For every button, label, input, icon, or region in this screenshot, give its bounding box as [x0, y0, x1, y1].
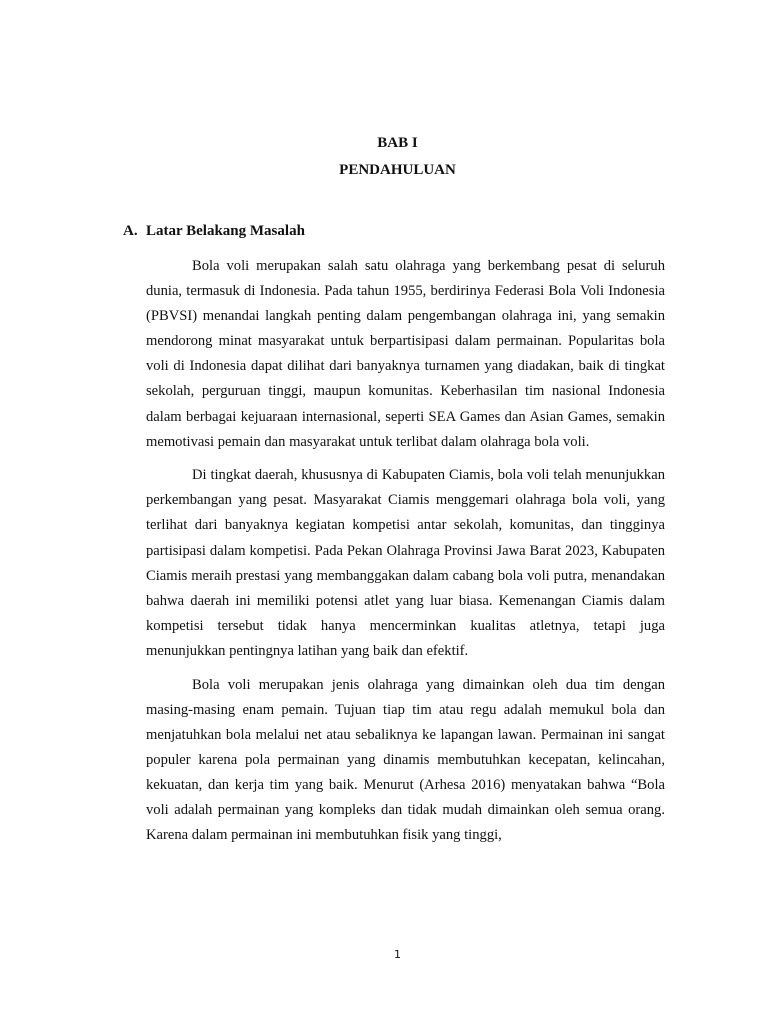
section-marker: A. — [123, 223, 138, 239]
chapter-title: PENDAHULUAN — [339, 162, 456, 178]
section-title: Latar Belakang Masalah — [146, 223, 305, 239]
section-heading — [123, 221, 305, 241]
paragraph-1: Bola voli merupakan salah satu olahraga yang berkembang pesat di seluruh dunia, termasuk di Indonesia. Pada tahun 1955, berdirinya Federasi Bola Voli Indonesia (PBVSI) menandai langkah penting dalam pengembangan olahraga ini, yang semakin mendorong minat masyarakat untuk berpartisipasi dalam permainan. Popularitas bola voli di Indonesia dapat dilihat dari banyaknya turnamen yang diadakan, baik di tingkat sekolah, perguruan tinggi, maupun komunitas. Keberhasilan tim nasional Indonesia dalam berbagai kejuaraan internasional, seperti SEA Games dan Asian Games, semakin memotivasi pemain dan masyarakat untuk terlibat dalam olahraga bola voli. — [146, 258, 665, 450]
body-text — [146, 254, 665, 857]
page-number: 1 — [394, 948, 401, 961]
chapter-label: BAB I — [377, 135, 418, 151]
paragraph-2: Di tingkat daerah, khususnya di Kabupaten Ciamis, bola voli telah menunjukkan perkembangan yang pesat. Masyarakat Ciamis menggemari olahraga bola voli, yang terlihat dari banyaknya kegiatan kompetisi antar sekolah, komunitas, dan tingginya partisipasi dalam kompetisi. Pada Pekan Olahraga Provinsi Jawa Barat 2023, Kabupaten Ciamis meraih prestasi yang membanggakan dalam cabang bola voli putra, menandakan bahwa daerah ini memiliki potensi atlet yang luar biasa. Kemenangan Ciamis dalam kompetisi tersebut tidak hanya mencerminkan kualitas atletnya, tetapi juga menunjukkan pentingnya latihan yang baik dan efektif. — [146, 467, 665, 659]
paragraph-3: Bola voli merupakan jenis olahraga yang dimainkan oleh dua tim dengan masing-masing enam pemain. Tujuan tiap tim atau regu adalah memukul bola dan menjatuhkan bola melalui net atau sebaliknya ke lapangan lawan. Permainan ini sangat populer karena pola permainan yang dinamis membutuhkan kecepatan, kelincahan, kekuatan, dan kerja tim yang baik. Menurut (Arhesa 2016) menyatakan bahwa “Bola voli adalah permainan yang kompleks dan tidak mudah dimainkan oleh semua orang. Karena dalam permainan ini membutuhkan fisik yang tinggi, — [146, 676, 665, 844]
